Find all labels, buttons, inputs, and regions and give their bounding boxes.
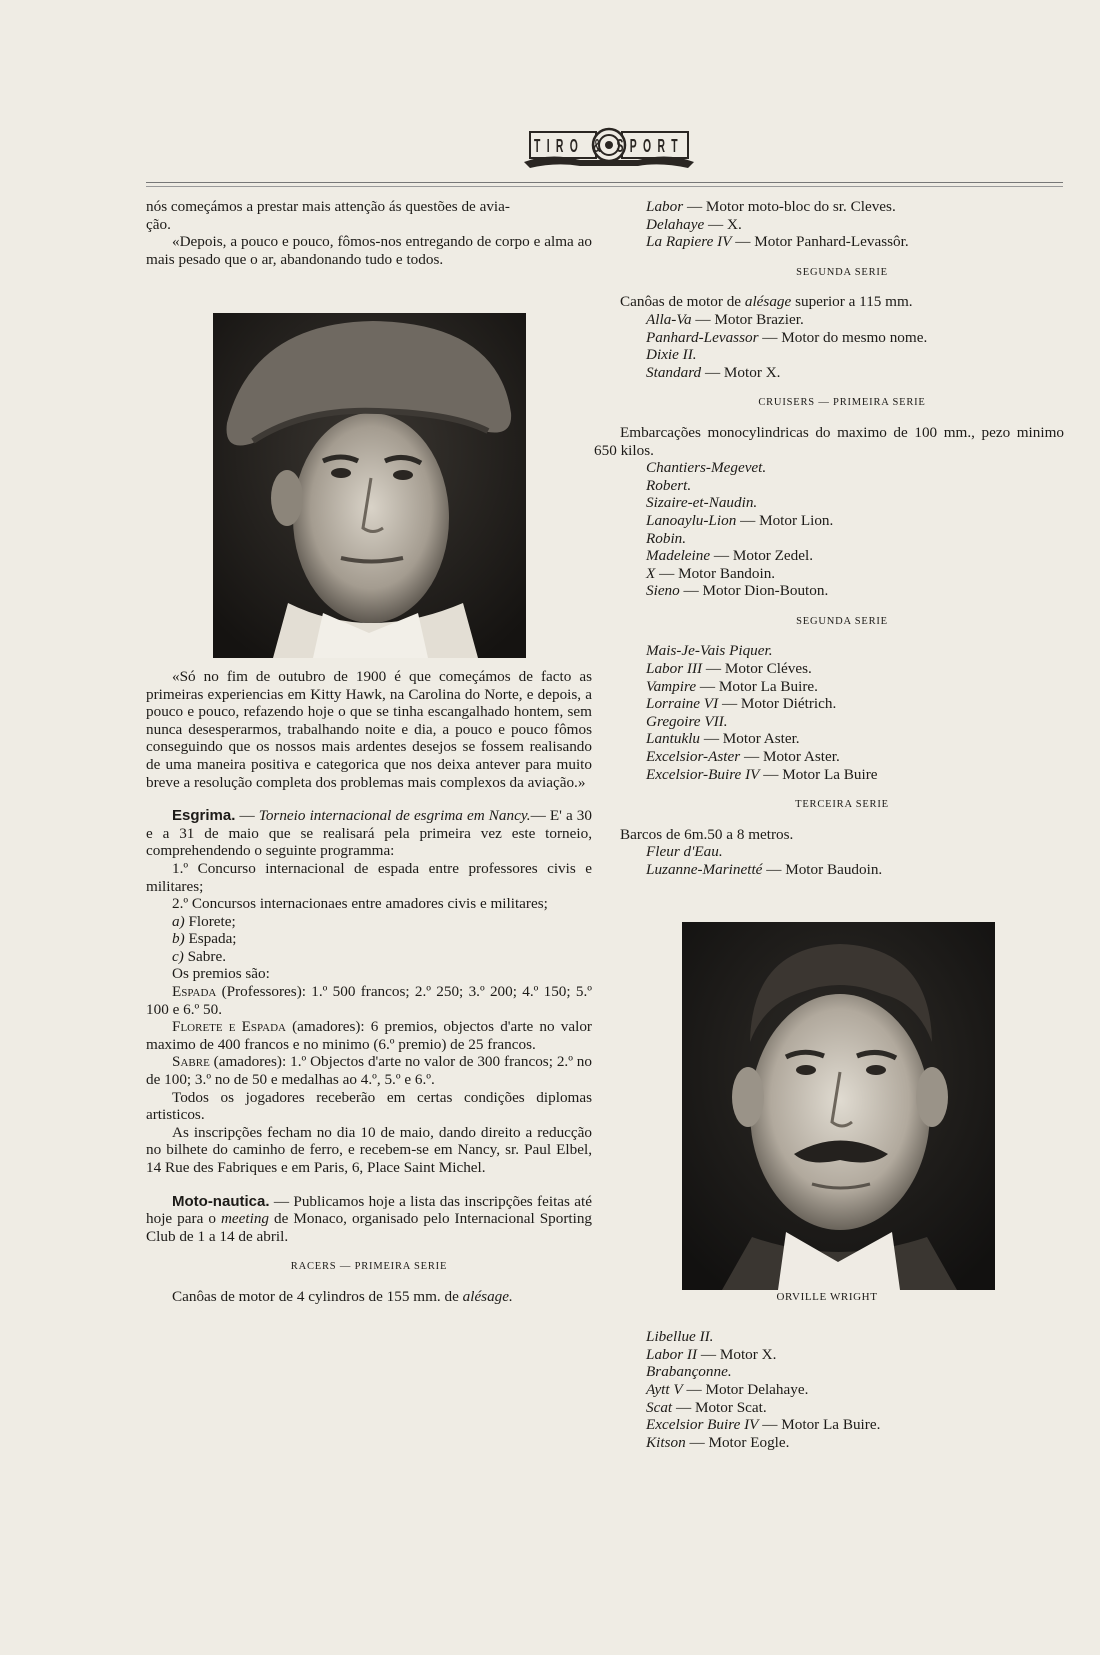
entry-list2-3 [646,364,1064,382]
entry-name: Gregoire VII. [646,712,728,730]
entry-list2-2 [646,346,1064,364]
cruisers-list-2 [620,642,1064,783]
intro-line-2: ção. [146,215,171,233]
entry-name: Scat [646,1398,673,1416]
racers-serie-title: RACERS — PRIMEIRA SERIE [290,1261,448,1273]
photo2-caption: ORVILLE WRIGHT [776,1290,878,1303]
entry-motor: — Motor Scat. [672,1398,767,1416]
esgrima-intro: Esgrima. — Torneio internacional de esgrima em Nancy.— E' a 30 e a 31 de maio que se realisará pela primeira vez este torneio, comprehendendo o seguinte programma: [146,807,592,860]
entry-name: Sieno [646,582,680,600]
racers-list-1 [620,198,1064,251]
entry-motor: — Motor Brazier. [691,310,804,328]
entry-name: Excelsior Buire IV [646,1416,759,1434]
entry-list4-5 [646,730,1064,748]
entry-name: La Rapiere IV [646,233,732,251]
entry-name: X [646,564,656,582]
entry-motor: — Motor X. [697,1345,777,1363]
premio-florete: Florete e Espada (amadores): 6 premios, objectos d'arte no valor maximo de 400 francos e no minimo (6.º premio) de 25 francos. [146,1018,592,1053]
entry-name: Brabançonne. [646,1363,732,1381]
entry-motor: — Motor Diétrich. [718,695,837,713]
photo-wilbur-wright [213,313,526,658]
entry-name: Labor [646,198,684,215]
racers-intro: Canôas de motor de 4 cylindros de 155 mm. de alésage. [172,1287,513,1305]
portrait-wilbur [213,313,526,658]
entry-motor: — Motor Panhard-Levassôr. [731,233,909,251]
entry-name: Lorraine VI [646,695,719,713]
entry-name: Mais-Je-Vais Piquer. [646,642,773,660]
entry-list1-1 [646,216,1064,234]
entry-motor: — Motor Lion. [736,511,834,529]
entry-name: Dixie II. [646,346,697,364]
cruisers-serie-title: CRUISERS — PRIMEIRA SERIE [758,397,926,409]
header-rule [146,182,1063,183]
entry-list1-0 [646,198,1064,216]
masthead-text: TIRO & SPORT [534,136,684,156]
entry-list6-5 [646,1416,1064,1434]
entry-motor: — Motor Cléves. [702,660,812,678]
entry-name: Standard [646,363,702,381]
entry-list3-3 [646,512,1064,530]
premio-sabre: Sabre (amadores): 1.º Objectos d'arte no valor de 300 francos; 2.º no de 100; 3.º no de 50 e medalhas ao 4.º, 5.º e 6.º. [146,1053,592,1089]
entry-list2-0 [646,311,1064,329]
entry-list6-0 [646,1328,1064,1346]
entry-list6-2 [646,1363,1064,1381]
wright-quote: «Só no fim de outubro de 1900 é que começámos de facto as primeiras experiencias em Kitty Hawk, na Carolina do Norte, e depois, a pouco e pouco, refazendo hoje o que se tinha escangalhado hontem, sem nunca desesperarmos, trabalhando noite e dia, a pouco e pouco fômos conseguindo que os nossos mais ardentes desejos se fossem realisando de uma maneira positiva e categorica que nos deixa antever para muito breve a resolução completa dos problemas mais complexos da aviação.» [146,667,592,791]
masthead-logo [520,122,698,174]
entry-name: Alla-Va [646,310,692,328]
entry-list4-4 [646,713,1064,731]
terceira-serie-intro: Barcos de 6m.50 a 8 metros. [620,825,794,843]
premios-intro: Os premios são: [172,965,270,983]
terceira-list [620,843,1064,878]
cruisers-segunda-title: SEGUNDA SERIE [796,615,888,627]
esgrima-sub-a: a) Florete; [172,912,236,930]
entry-list3-6 [646,565,1064,583]
portrait-orville [682,922,995,1290]
entry-list3-7 [646,582,1064,600]
entry-motor: — Motor La Buire. [696,677,818,695]
entry-name: Vampire [646,677,697,695]
entry-list5-0 [646,843,1064,861]
esgrima-heading: Esgrima. [172,807,236,825]
esgrima-item-1: 1.º Concurso internacional de espada entre professores civis e militares; [146,859,592,895]
premio-espada: Espada (Professores): 1.º 500 francos; 2.º 250; 3.º 200; 4.º 150; 5.º 100 e 6.º 50. [146,983,592,1018]
entry-name: Kitson [646,1433,686,1451]
entry-list3-5 [646,547,1064,565]
terceira-serie-title: TERCEIRA SERIE [795,799,889,811]
entry-motor: — Motor Aster. [700,730,800,748]
entry-list5-1 [646,861,1064,879]
entry-motor: — X. [704,215,742,233]
entry-list3-4 [646,530,1064,548]
entry-list4-1 [646,660,1064,678]
entry-list4-2 [646,678,1064,696]
entry-list4-6 [646,748,1064,766]
esgrima-inscricoes: As inscripções fecham no dia 10 de maio, dando direito a reducção no bilhete do caminho de ferro, e recebem-se em Nancy, sr. Paul Elbel, 14 Rue des Fabriques e em Paris, 6, Place Saint Michel. [146,1123,592,1176]
entry-name: Labor III [646,660,703,678]
entry-list4-0 [646,642,1064,660]
entry-list2-1 [646,329,1064,347]
entry-name: Fleur d'Eau. [646,843,723,861]
entry-motor: — Motor Aster. [740,748,840,766]
esgrima-subtitle: Torneio internacional de esgrima em Nancy. [258,807,531,825]
entry-motor: — Motor Delahaye. [682,1380,809,1398]
entry-list6-4 [646,1399,1064,1417]
header-rule-2 [146,186,1063,187]
entry-name: Excelsior-Buire IV [646,765,760,783]
entry-name: Labor II [646,1345,698,1363]
entry-motor: — Motor Eogle. [685,1433,790,1451]
entry-list3-2 [646,494,1064,512]
terceira-list-2 [620,1328,1064,1451]
entry-name: Delahaye [646,215,705,233]
racers-list-2 [620,311,1064,381]
entry-list3-1 [646,477,1064,495]
entry-name: Madeleine [646,547,711,565]
intro-paragraph: «Depois, a pouco e pouco, fômos-nos entregando de corpo e alma ao mais pesado que o ar, abandonando tudo e todos. [146,233,592,268]
entry-name: Panhard-Levassor [646,328,759,346]
entry-motor: — Motor X. [701,363,781,381]
photo-orville-wright [682,922,995,1290]
entry-name: Lantuklu [646,730,701,748]
esgrima-item-2: 2.º Concursos internacionaes entre amadores civis e militares; [172,895,548,913]
entry-list6-1 [646,1346,1064,1364]
cruisers-list-1 [620,459,1064,600]
entry-name: Luzanne-Marinetté [646,861,763,878]
entry-name: Libellue II. [646,1328,714,1346]
cruisers-intro: Embarcações monocylindricas do maximo de 100 mm., pezo minimo 650 kilos. [594,423,1064,459]
entry-motor: — Motor Bandoin. [655,564,776,582]
entry-name: Robert. [646,476,692,494]
segunda-serie-intro: Canôas de motor de alésage superior a 115 mm. [620,293,913,311]
entry-list4-3 [646,695,1064,713]
entry-motor: — Motor Baudoin. [762,861,883,878]
segunda-serie-title: SEGUNDA SERIE [796,266,888,278]
entry-name: Robin. [646,529,687,547]
esgrima-sub-c: c) Sabre. [172,947,226,965]
entry-motor: — Motor Dion-Bouton. [679,582,829,600]
entry-name: Chantiers-Megevet. [646,459,767,477]
entry-motor: — Motor La Buire. [758,1416,881,1434]
entry-name: Aytt V [646,1380,683,1398]
entry-name: Sizaire-et-Naudin. [646,494,758,512]
esgrima-sub-b: b) Espada; [172,930,237,948]
entry-motor: — Motor Zedel. [710,547,814,565]
moto-nautica-intro: Moto-nautica. — Publicamos hoje a lista das inscripções feitas até hoje para o meeting de Monaco, organisado pelo Internacional Sporting Club de 1 a 14 de abril. [146,1192,593,1245]
entry-list4-7 [646,766,1064,784]
entry-name: Excelsior-Aster [646,748,741,766]
entry-list1-2 [646,233,1064,251]
intro-line-1: nós começámos a prestar mais attenção ás questões de avia- [146,198,510,215]
entry-motor: — Motor La Buire [759,765,878,783]
entry-list6-6 [646,1434,1064,1452]
entry-name: Lanoaylu-Lion [646,511,737,529]
esgrima-diplomas: Todos os jogadores receberão em certas condições diplomas artisticos. [146,1088,592,1124]
entry-motor: — Motor moto-bloc do sr. Cleves. [683,198,896,215]
entry-motor: — Motor do mesmo nome. [758,328,928,346]
entry-list6-3 [646,1381,1064,1399]
entry-list3-0 [646,459,1064,477]
moto-nautica-heading: Moto-nautica. [172,1192,270,1210]
